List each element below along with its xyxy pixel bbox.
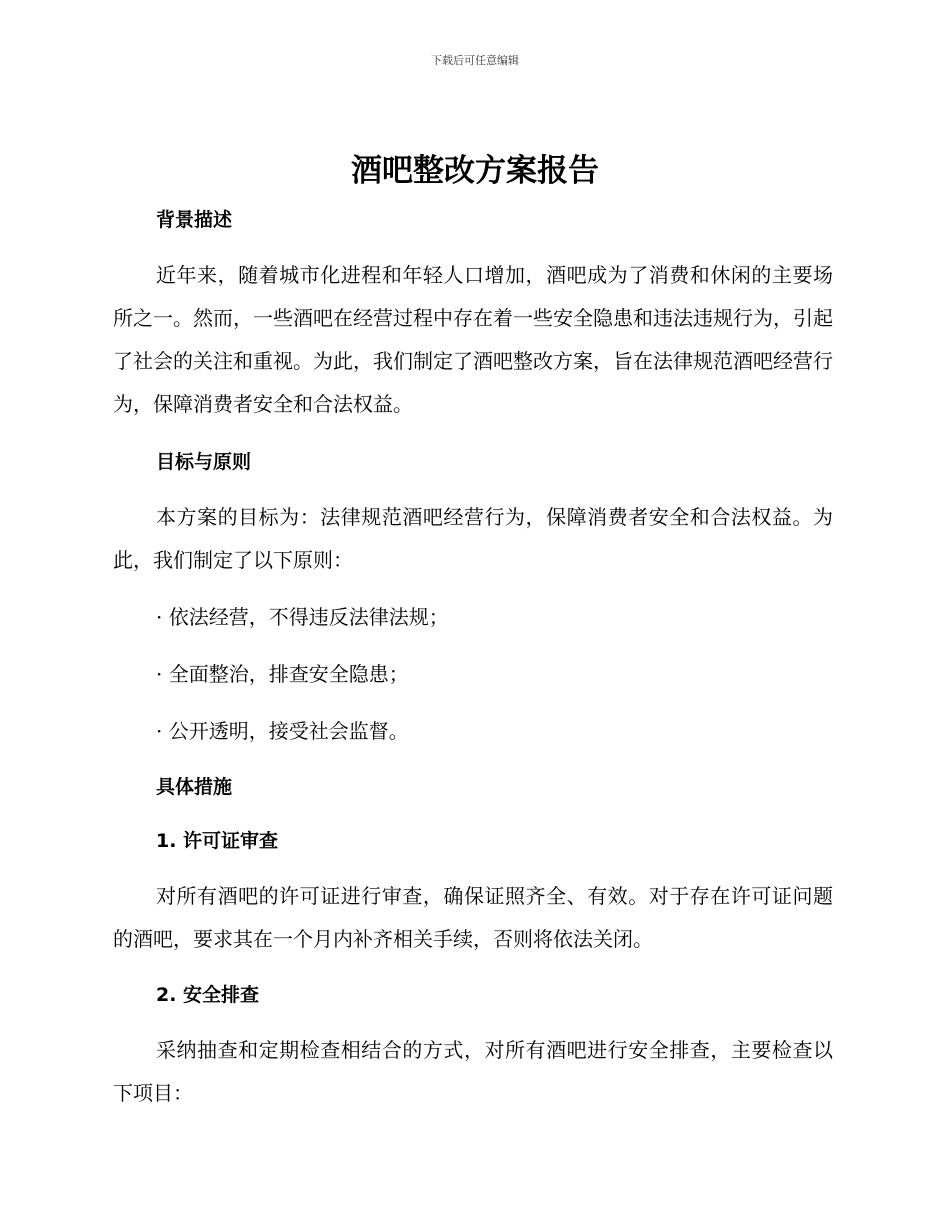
spacer [113, 582, 833, 596]
spacer [113, 961, 833, 975]
spacer [113, 639, 833, 653]
subsection-heading-license: 1. 许可证审查 [156, 830, 279, 852]
background-paragraph: 近年来，随着城市化进程和年轻人口增加，酒吧成为了消费和休闲的主要场所之一。然而，一些酒吧在经营过程中存在着一些安全隐患和违法违规行为，引起了社会的关注和重视。为此，我们制定了酒吧整改方案，旨在法律规范酒吧经营行为，保障消费者安全和合法权益。 [113, 263, 833, 416]
spacer [113, 426, 833, 442]
spacer [113, 753, 833, 767]
section-heading-background: 背景描述 [156, 209, 233, 231]
spacer [113, 696, 833, 710]
spacer [113, 861, 833, 875]
section-heading-goals: 目标与原则 [156, 451, 252, 473]
spacer [113, 240, 833, 254]
document-body [113, 200, 833, 1115]
principle-item: · 全面整治，排查安全隐患； [156, 662, 409, 686]
principle-item: · 公开透明，接受社会监督。 [156, 719, 409, 743]
document-title: 酒吧整改方案报告 [351, 153, 599, 189]
spacer [113, 807, 833, 821]
license-paragraph: 对所有酒吧的许可证进行审查，确保证照齐全、有效。对于存在许可证问题的酒吧，要求其在一个月内补齐相关手续，否则将依法关闭。 [113, 884, 833, 951]
section-heading-measures: 具体措施 [156, 776, 233, 798]
goals-paragraph: 本方案的目标为：法律规范酒吧经营行为，保障消费者安全和合法权益。为此，我们制定了以下原则： [113, 505, 833, 572]
page-header-note: 下载后可任意编辑 [431, 54, 519, 67]
subsection-heading-safety: 2. 安全排查 [156, 984, 260, 1006]
spacer [113, 1015, 833, 1029]
principle-item: · 依法经营，不得违反法律法规； [156, 605, 449, 629]
spacer [113, 482, 833, 496]
safety-paragraph: 采纳抽查和定期检查相结合的方式，对所有酒吧进行安全排查，主要检查以下项目： [113, 1038, 833, 1105]
